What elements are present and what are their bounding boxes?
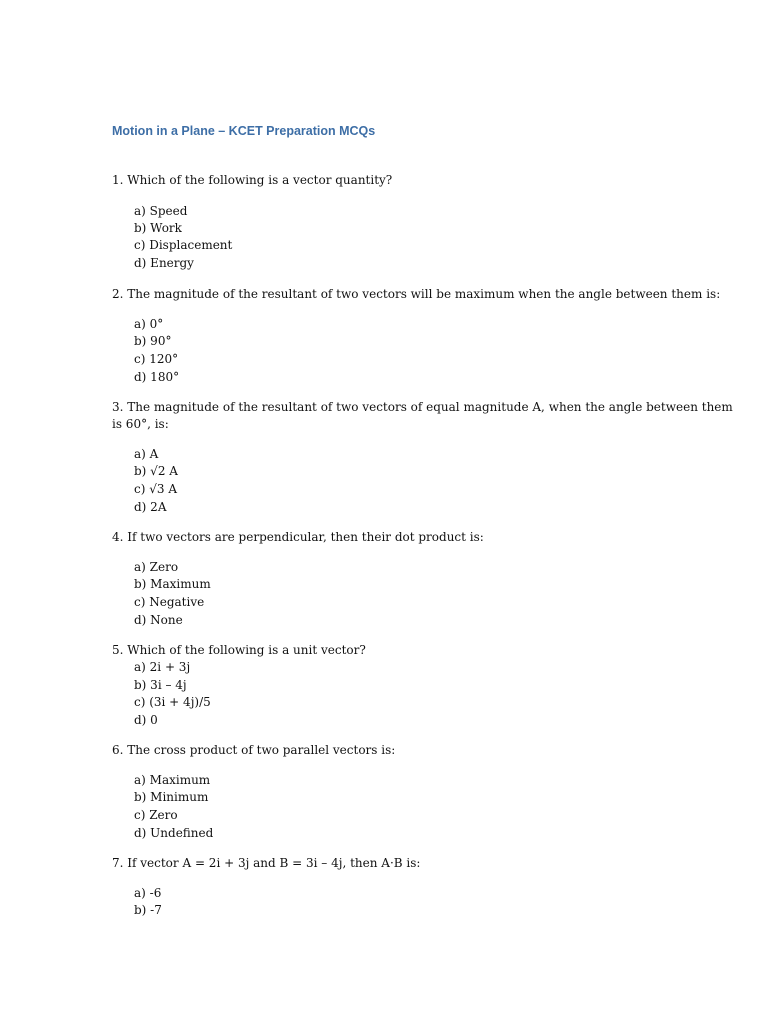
question-6-text: 6. The cross product of two parallel vectors is: (112, 743, 396, 757)
question-1-text: 1. Which of the following is a vector quantity? (112, 173, 393, 187)
question-7-option-b: b) -7 (134, 903, 162, 917)
question-2-option-b: b) 90° (134, 334, 172, 348)
question-4-option-d: d) None (134, 613, 183, 627)
question-2-option-d: d) 180° (134, 370, 180, 384)
question-4-option-b: b) Maximum (134, 577, 211, 591)
question-3-text-line-1: 3. The magnitude of the resultant of two vectors of equal magnitude A, when the angle between them (112, 400, 733, 414)
question-1-option-d: d) Energy (134, 256, 194, 270)
document-title: Motion in a Plane – KCET Preparation MCQs (112, 124, 376, 138)
question-1-option-b: b) Work (134, 221, 182, 235)
question-3-option-a: a) A (134, 447, 159, 461)
question-2-option-a: a) 0° (134, 317, 164, 331)
question-4-option-c: c) Negative (134, 595, 205, 609)
question-6-option-a: a) Maximum (134, 773, 211, 787)
question-4-text: 4. If two vectors are perpendicular, then their dot product is: (112, 530, 484, 544)
question-3-text-line-2: is 60°, is: (112, 417, 169, 431)
question-7-option-a: a) -6 (134, 886, 162, 900)
question-5-option-c: c) (3i + 4j)/5 (134, 695, 211, 709)
question-3-option-d: d) 2A (134, 500, 167, 514)
question-1-option-c: c) Displacement (134, 238, 233, 252)
question-2-text: 2. The magnitude of the resultant of two vectors will be maximum when the angle between them is: (112, 287, 721, 301)
question-5-option-b: b) 3i – 4j (134, 678, 187, 692)
question-6-option-c: c) Zero (134, 808, 178, 822)
question-6-option-d: d) Undefined (134, 826, 214, 840)
question-5-text: 5. Which of the following is a unit vector? (112, 643, 366, 657)
question-1-option-a: a) Speed (134, 204, 188, 218)
question-5-option-a: a) 2i + 3j (134, 660, 191, 674)
question-2-option-c: c) 120° (134, 352, 179, 366)
question-7-text: 7. If vector A = 2i + 3j and B = 3i – 4j, then A·B is: (112, 856, 421, 870)
question-5-option-d: d) 0 (134, 713, 158, 727)
question-4-option-a: a) Zero (134, 560, 179, 574)
question-3-option-c: c) √3 A (134, 482, 177, 496)
question-6-option-b: b) Minimum (134, 790, 209, 804)
question-3-option-b: b) √2 A (134, 464, 178, 478)
